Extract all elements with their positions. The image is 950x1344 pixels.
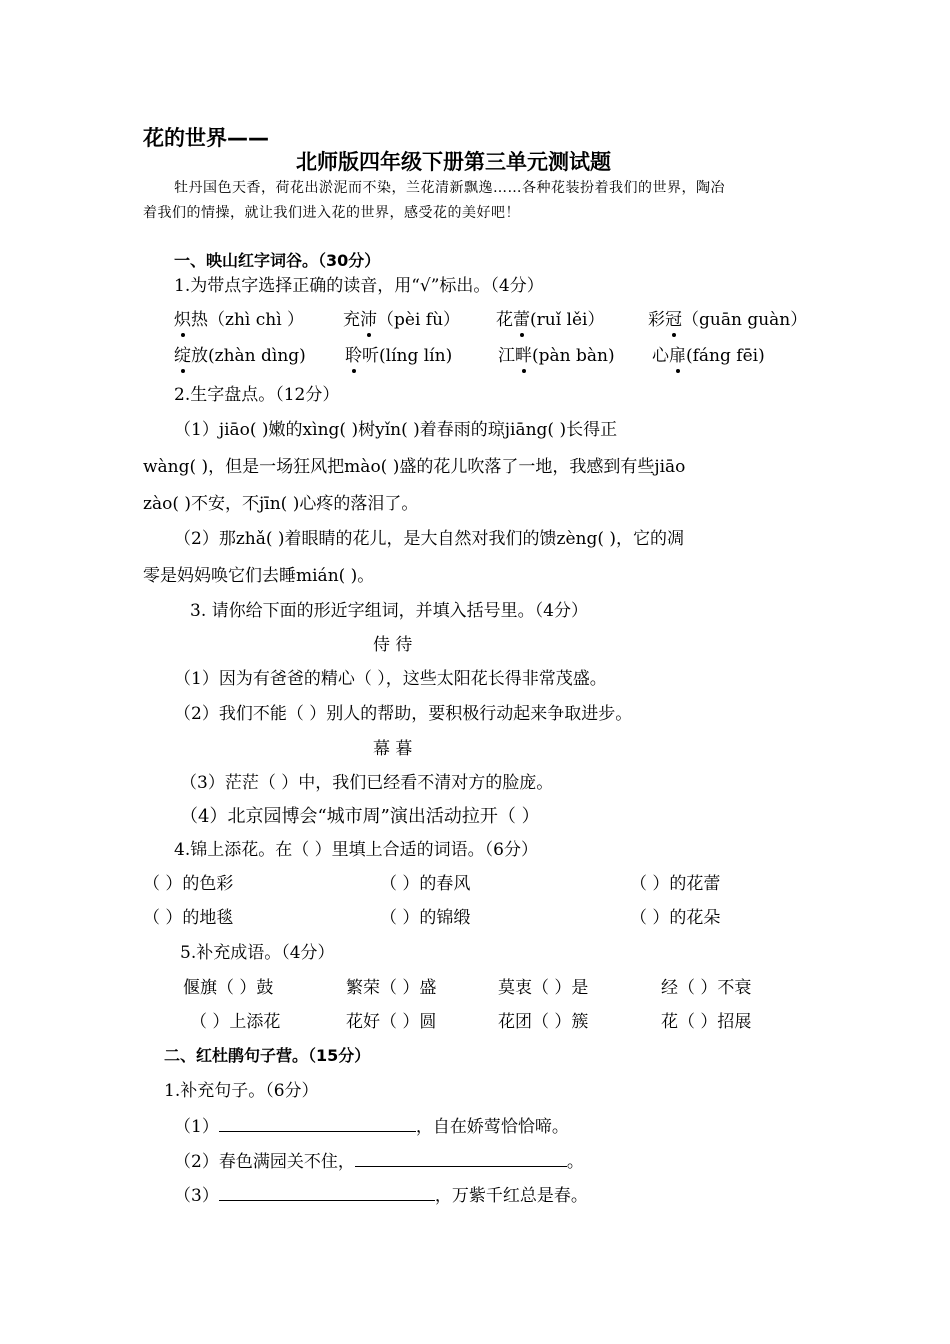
page-title: 北师版四年级下册第三单元测试题 — [296, 150, 611, 174]
pinyin-item: 心扉(fáng fēi) — [652, 346, 765, 366]
pinyin-item: 充沛（pèi fù） — [343, 310, 461, 330]
idiom-item: 经（ ）不衰 — [661, 978, 752, 998]
section-1-heading: 一、映山红字词谷。（30分） — [174, 251, 381, 270]
answer-blank[interactable] — [355, 1148, 567, 1167]
q4-blank: （ ）的锦缎 — [380, 908, 471, 928]
q4-blank: （ ）的春风 — [380, 874, 471, 894]
idiom-item: 花团（ ）簇 — [498, 1012, 589, 1032]
q4-blank: （ ）的地毯 — [143, 908, 234, 928]
s2-q1-prompt: 1.补充句子。（6分） — [164, 1081, 319, 1101]
intro-line-2: 着我们的情操，就让我们进入花的世界，感受花的美好吧！ — [143, 205, 520, 221]
pinyin-item: 花蕾(ruǐ lěi） — [496, 310, 605, 330]
q2-prompt: 2.生字盘点。（12分） — [174, 385, 340, 405]
q4-prompt: 4.锦上添花。在（ ）里填上合适的词语。（6分） — [174, 840, 538, 860]
idiom-item: 偃旗（ ）鼓 — [183, 978, 274, 998]
dotted-char: 畔 — [515, 346, 532, 366]
idiom-item: 繁荣（ ）盛 — [346, 978, 437, 998]
dotted-char: 冠 — [665, 310, 682, 330]
title-line-1: 花的世界—— — [143, 126, 269, 150]
dotted-char: 沛 — [360, 310, 377, 330]
pinyin-item: 炽热（zhì chì ） — [174, 310, 305, 330]
q2-paragraph-1-line: wàng( )，但是一场狂风把mào( )盛的花儿吹落了一地，我感到有些jiāo — [143, 457, 686, 477]
fill-sentence-2: （2）春色满园关不住， 。 — [174, 1148, 584, 1174]
q4-blank: （ ）的花蕾 — [630, 874, 721, 894]
q4-blank: （ ）的花朵 — [630, 908, 721, 928]
q1-prompt: 1.为带点字选择正确的读音，用“√”标出。（4分） — [174, 276, 544, 296]
pinyin-item: 绽放(zhàn dìng) — [174, 346, 306, 366]
dotted-char: 扉 — [669, 346, 686, 366]
q3-sentence: （3）茫茫（ ）中，我们已经看不清对方的脸庞。 — [180, 773, 554, 793]
section-2-heading: 二、红杜鹃句子营。（15分） — [164, 1046, 371, 1065]
pinyin-item: 江畔(pàn bàn) — [498, 346, 615, 366]
fill-sentence-1: （1） ，自在娇莺恰恰啼。 — [174, 1113, 569, 1139]
pinyin-item: 聆听(líng lín) — [345, 346, 453, 366]
intro-line-1: 牡丹国色天香，荷花出淤泥而不染，兰花清新飘逸……各种花装扮着我们的世界，陶冶 — [174, 180, 725, 196]
q2-paragraph-1-line: （1）jiāo( )嫩的xìng( )树yǐn( )着春雨的琼jiāng( )长得正 — [174, 420, 618, 440]
pinyin-item: 彩冠（guān guàn） — [648, 310, 808, 330]
q4-blank: （ ）的色彩 — [143, 874, 234, 894]
similar-char-pair: 幕 暮 — [373, 739, 413, 759]
answer-blank[interactable] — [219, 1182, 435, 1201]
idiom-item: （ ）上添花 — [190, 1012, 281, 1032]
q3-sentence: （1）因为有爸爸的精心（ ），这些太阳花长得非常茂盛。 — [174, 669, 607, 689]
idiom-item: 花（ ）招展 — [661, 1012, 752, 1032]
dotted-char: 聆 — [345, 346, 362, 366]
q3-sentence: （4）北京园博会“城市周”演出活动拉开（ ） — [180, 806, 540, 827]
q3-sentence: （2）我们不能（ ）别人的帮助，要积极行动起来争取进步。 — [174, 704, 633, 724]
q5-prompt: 5.补充成语。（4分） — [180, 943, 335, 963]
similar-char-pair: 侍 待 — [373, 635, 413, 655]
q2-paragraph-2-line: （2）那zhǎ( )着眼睛的花儿，是大自然对我们的馈zèng( )，它的凋 — [174, 529, 685, 549]
idiom-item: 莫衷（ ）是 — [498, 978, 589, 998]
dotted-char: 蕾 — [513, 310, 530, 330]
q2-paragraph-1-line: zào( )不安，不jīn( )心疼的落泪了。 — [143, 494, 419, 514]
q2-paragraph-2-line: 零是妈妈唤它们去睡mián( )。 — [143, 566, 375, 586]
q3-prompt: 3. 请你给下面的形近字组词，并填入括号里。（4分） — [190, 601, 588, 621]
dotted-char: 炽 — [174, 310, 191, 330]
fill-sentence-3: （3） ，万紫千红总是春。 — [174, 1182, 588, 1208]
dotted-char: 绽 — [174, 346, 191, 366]
answer-blank[interactable] — [219, 1113, 416, 1132]
idiom-item: 花好（ ）圆 — [346, 1012, 437, 1032]
